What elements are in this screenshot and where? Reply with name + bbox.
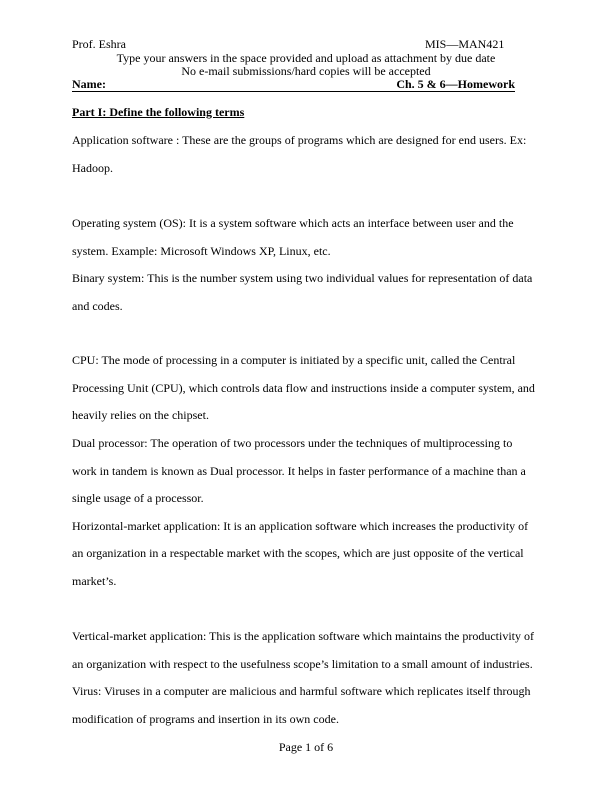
body-line: work in tandem is known as Dual processor. It helps in faster performance of a machine than a xyxy=(72,464,526,478)
body-line: market’s. xyxy=(72,574,117,588)
body-line: system. Example: Microsoft Windows XP, Linux, etc. xyxy=(72,244,331,258)
body-line: Hadoop. xyxy=(72,161,113,175)
page-number: Page 1 of 6 xyxy=(278,740,334,754)
instruction-line-2: No e-mail submissions/hard copies will be accepted xyxy=(181,64,431,78)
name-field-line xyxy=(72,76,515,92)
body-line: and codes. xyxy=(72,299,123,313)
body-line: Virus: Viruses in a computer are malicious and harmful software which replicates itself through xyxy=(72,684,531,698)
body-line: an organization with respect to the usefulness scope’s limitation to a small amount of industries. xyxy=(72,657,533,671)
body-line: Application software : These are the groups of programs which are designed for end users. Ex: xyxy=(72,133,527,147)
professor-name: Prof. Eshra xyxy=(72,37,126,51)
body-line: Vertical-market application: This is the application software which maintains the productivity of xyxy=(72,629,534,643)
body-line: modification of programs and insertion in its own code. xyxy=(72,712,339,726)
chapter-homework-label: Ch. 5 & 6—Homework xyxy=(396,77,515,91)
course-code: MIS—MAN421 xyxy=(425,37,505,51)
name-label: Name: xyxy=(72,77,106,91)
body-line: Operating system (OS): It is a system software which acts an interface between user and the xyxy=(72,216,514,230)
instruction-line-1: Type your answers in the space provided and upload as attachment by due date xyxy=(116,51,496,65)
body-line: Horizontal-market application: It is an application software which increases the productivity of xyxy=(72,519,529,533)
body-line: CPU: The mode of processing in a computer is initiated by a specific unit, called the Central xyxy=(72,353,516,367)
body-line: an organization in a respectable market with the scopes, which are just opposite of the vertical xyxy=(72,546,524,560)
body-line: Dual processor: The operation of two processors under the techniques of multiprocessing to xyxy=(72,436,513,450)
body-line: single usage of a processor. xyxy=(72,491,204,505)
section-title: Part I: Define the following terms xyxy=(72,105,245,119)
body-line: Binary system: This is the number system using two individual values for representation of data xyxy=(72,271,533,285)
body-line: heavily relies on the chipset. xyxy=(72,408,209,422)
body-line: Processing Unit (CPU), which controls data flow and instructions inside a computer system, and xyxy=(72,381,535,395)
